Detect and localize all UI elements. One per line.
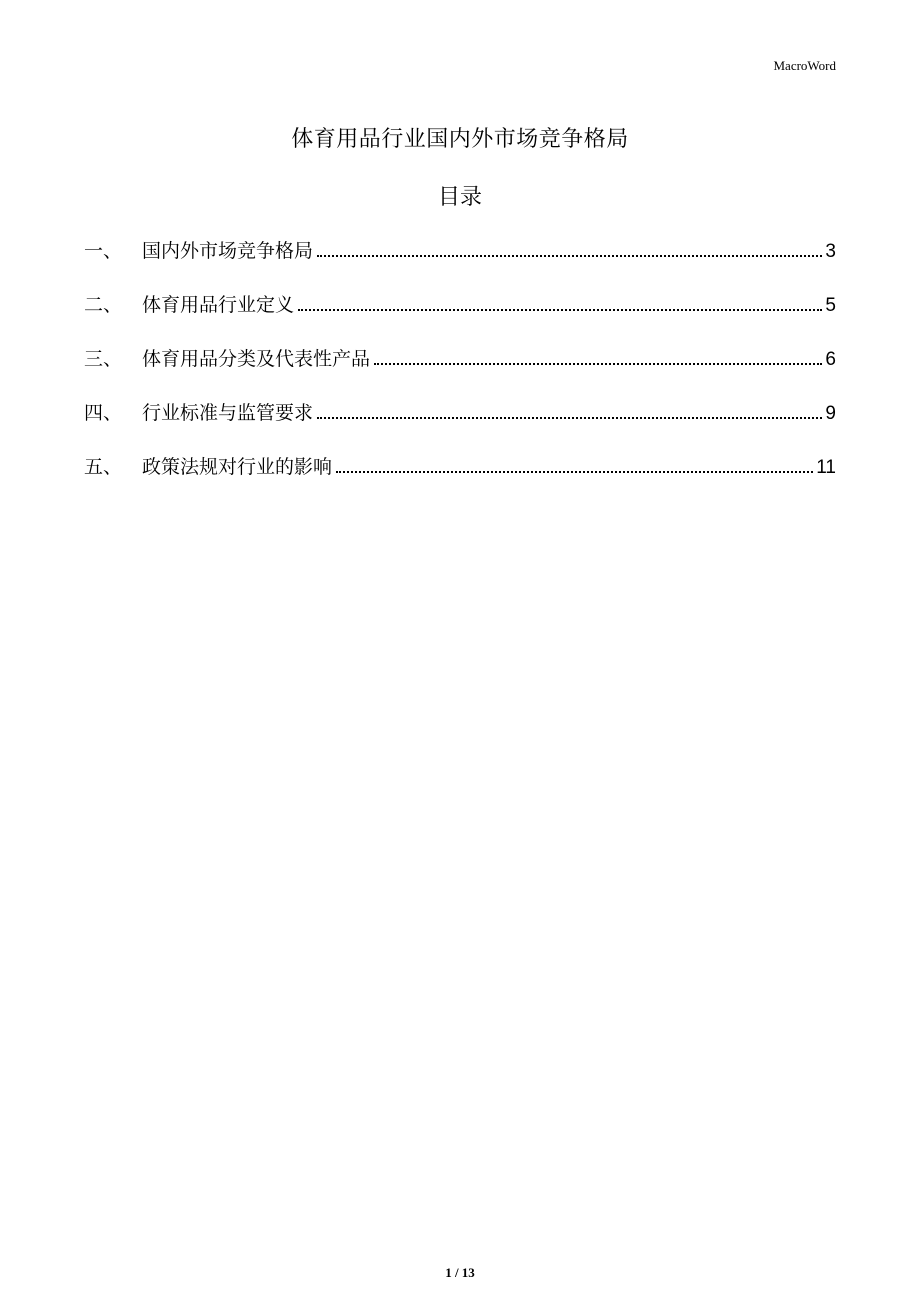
- toc-entry-page: 6: [825, 349, 836, 370]
- toc-entry-text: 国内外市场竞争格局: [142, 240, 314, 262]
- toc-entry-number: 一、: [84, 240, 123, 262]
- toc-entry-number: 五、: [84, 456, 123, 478]
- table-of-contents: [84, 236, 836, 506]
- toc-leader-dots: [317, 417, 822, 419]
- toc-entry-text: 体育用品分类及代表性产品: [142, 348, 371, 370]
- toc-entry-text: 行业标准与监管要求: [142, 402, 314, 424]
- document-title: 体育用品行业国内外市场竞争格局: [291, 127, 629, 152]
- toc-heading: 目录: [437, 185, 482, 210]
- toc-entry-page: 11: [816, 457, 836, 478]
- toc-entry-text: 体育用品行业定义: [142, 294, 295, 316]
- toc-entry-2[interactable]: [84, 290, 836, 344]
- toc-entry-1[interactable]: [84, 236, 836, 290]
- toc-leader-dots: [374, 363, 822, 365]
- toc-entry-3[interactable]: [84, 344, 836, 398]
- toc-leader-dots: [336, 471, 813, 473]
- toc-entry-number: 二、: [84, 294, 123, 316]
- toc-leader-dots: [317, 255, 822, 257]
- toc-entry-page: 9: [825, 403, 836, 424]
- toc-entry-5[interactable]: [84, 452, 836, 506]
- toc-entry-page: 5: [825, 295, 836, 316]
- toc-entry-4[interactable]: [84, 398, 836, 452]
- toc-leader-dots: [298, 309, 822, 311]
- toc-entry-page: 3: [825, 241, 836, 262]
- toc-entry-text: 政策法规对行业的影响: [142, 456, 333, 478]
- toc-entry-number: 三、: [84, 348, 123, 370]
- header-brand: MacroWord: [773, 58, 836, 73]
- toc-entry-number: 四、: [84, 402, 123, 424]
- page-indicator: 1 / 13: [445, 1265, 475, 1280]
